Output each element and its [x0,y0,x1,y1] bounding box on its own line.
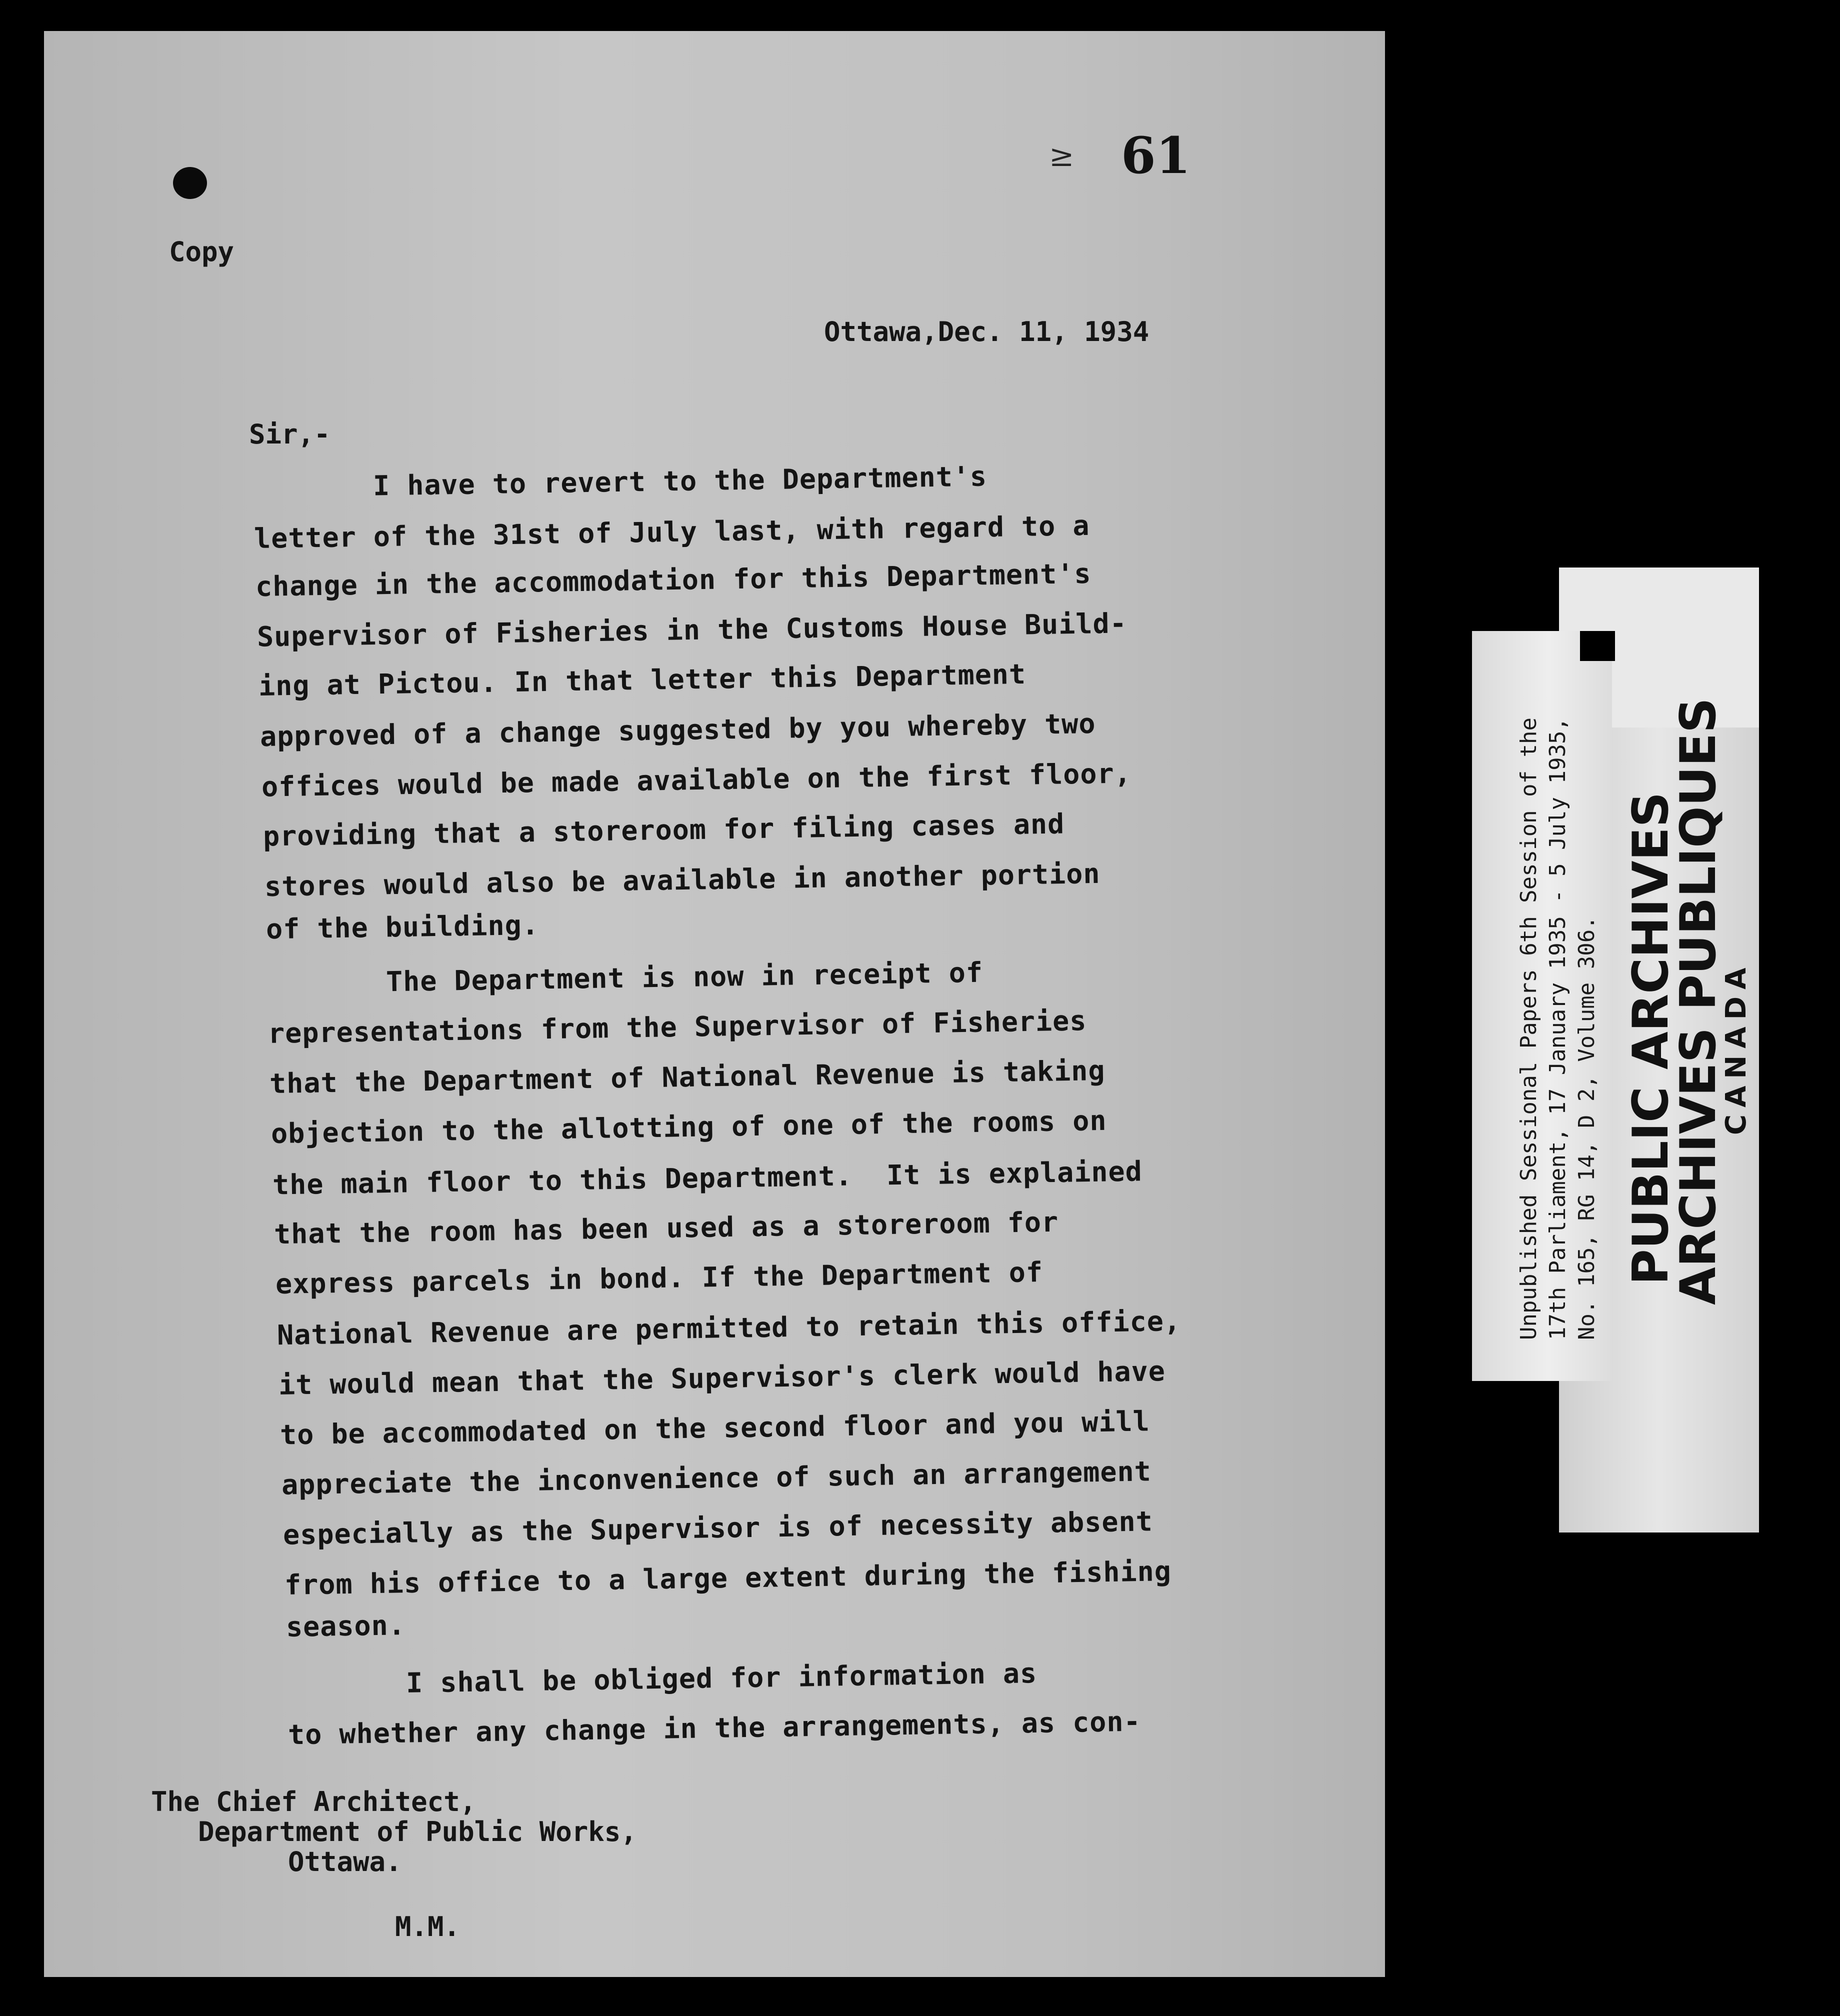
body-line: I shall be obliged for information as [406,1657,1038,1699]
body-line: approved of a change suggested by you whereby two [260,707,1096,753]
salutation: Sir,- [249,418,330,450]
body-line: stores would also be available in another portion [264,857,1100,903]
body-line: that the Department of National Revenue is taking [269,1054,1106,1100]
body-line: representations from the Supervisor of Fisheries [268,1004,1087,1050]
body-line: National Revenue are permitted to retain this office, [276,1304,1182,1352]
body-line: season. [286,1609,406,1643]
public-archives-heading: PUBLIC ARCHIVES [1622,792,1680,1285]
body-line: The Department is now in receipt of [386,956,984,998]
body-line: I have to revert to the Department's [372,460,988,502]
folio-mark: ≥ [1049,138,1074,174]
body-line: that the room has been used as a storeroom for [274,1206,1059,1250]
body-line: to be accommodated on the second floor and you will [280,1405,1150,1451]
archives-publiques-heading: ARCHIVES PUBLIQUES [1670,698,1727,1305]
citation-line: No. 165, RG 14, D 2, Volume 306. [1574,916,1600,1340]
canada-heading: CANADA [1720,960,1752,1135]
body-line: from his office to a large extent during the fishing [284,1555,1172,1601]
dateline: Ottawa,Dec. 11, 1934 [824,316,1150,348]
body-line: the main floor to this Department. It is explained [272,1155,1143,1201]
body-line: Supervisor of Fisheries in the Customs House Build- [256,607,1128,653]
body-line: it would mean that the Supervisor's clerk would have [278,1355,1166,1401]
folio-number: 61 [1121,126,1191,185]
body-line: especially as the Supervisor is of necessity absent [282,1505,1154,1551]
copy-label: Copy [169,236,234,268]
body-line: of the building. [266,908,540,946]
body-line: express parcels in bond. If the Department of [275,1256,1044,1300]
body-line: ing at Pictou. In that letter this Department [258,658,1026,702]
punch-hole [173,167,207,199]
initials: M.M. [395,1911,460,1942]
letter-page [44,31,1385,1977]
addressee-line: The Chief Architect, [151,1786,476,1818]
body-line: change in the accommodation for this Department's [255,557,1092,603]
body-line: letter of the 31st of July last, with regard to a [254,509,1090,555]
addressee-line: Ottawa. [288,1846,402,1878]
citation-line: Unpublished Sessional Papers 6th Session of the [1516,717,1542,1340]
body-line: to whether any change in the arrangements, as con- [288,1705,1142,1751]
body-line: providing that a storeroom for filing cases and [262,808,1065,852]
body-line: offices would be made available on the first floor, [261,757,1132,803]
citation-line: 17th Parliament, 17 January 1935 - 5 July 1935, [1545,717,1570,1340]
label-card-notch [1580,631,1615,661]
addressee-line: Department of Public Works, [198,1816,637,1848]
body-line: objection to the allotting of one of the rooms on [270,1104,1107,1150]
body-line: appreciate the inconvenience of such an arrangement [281,1455,1152,1501]
